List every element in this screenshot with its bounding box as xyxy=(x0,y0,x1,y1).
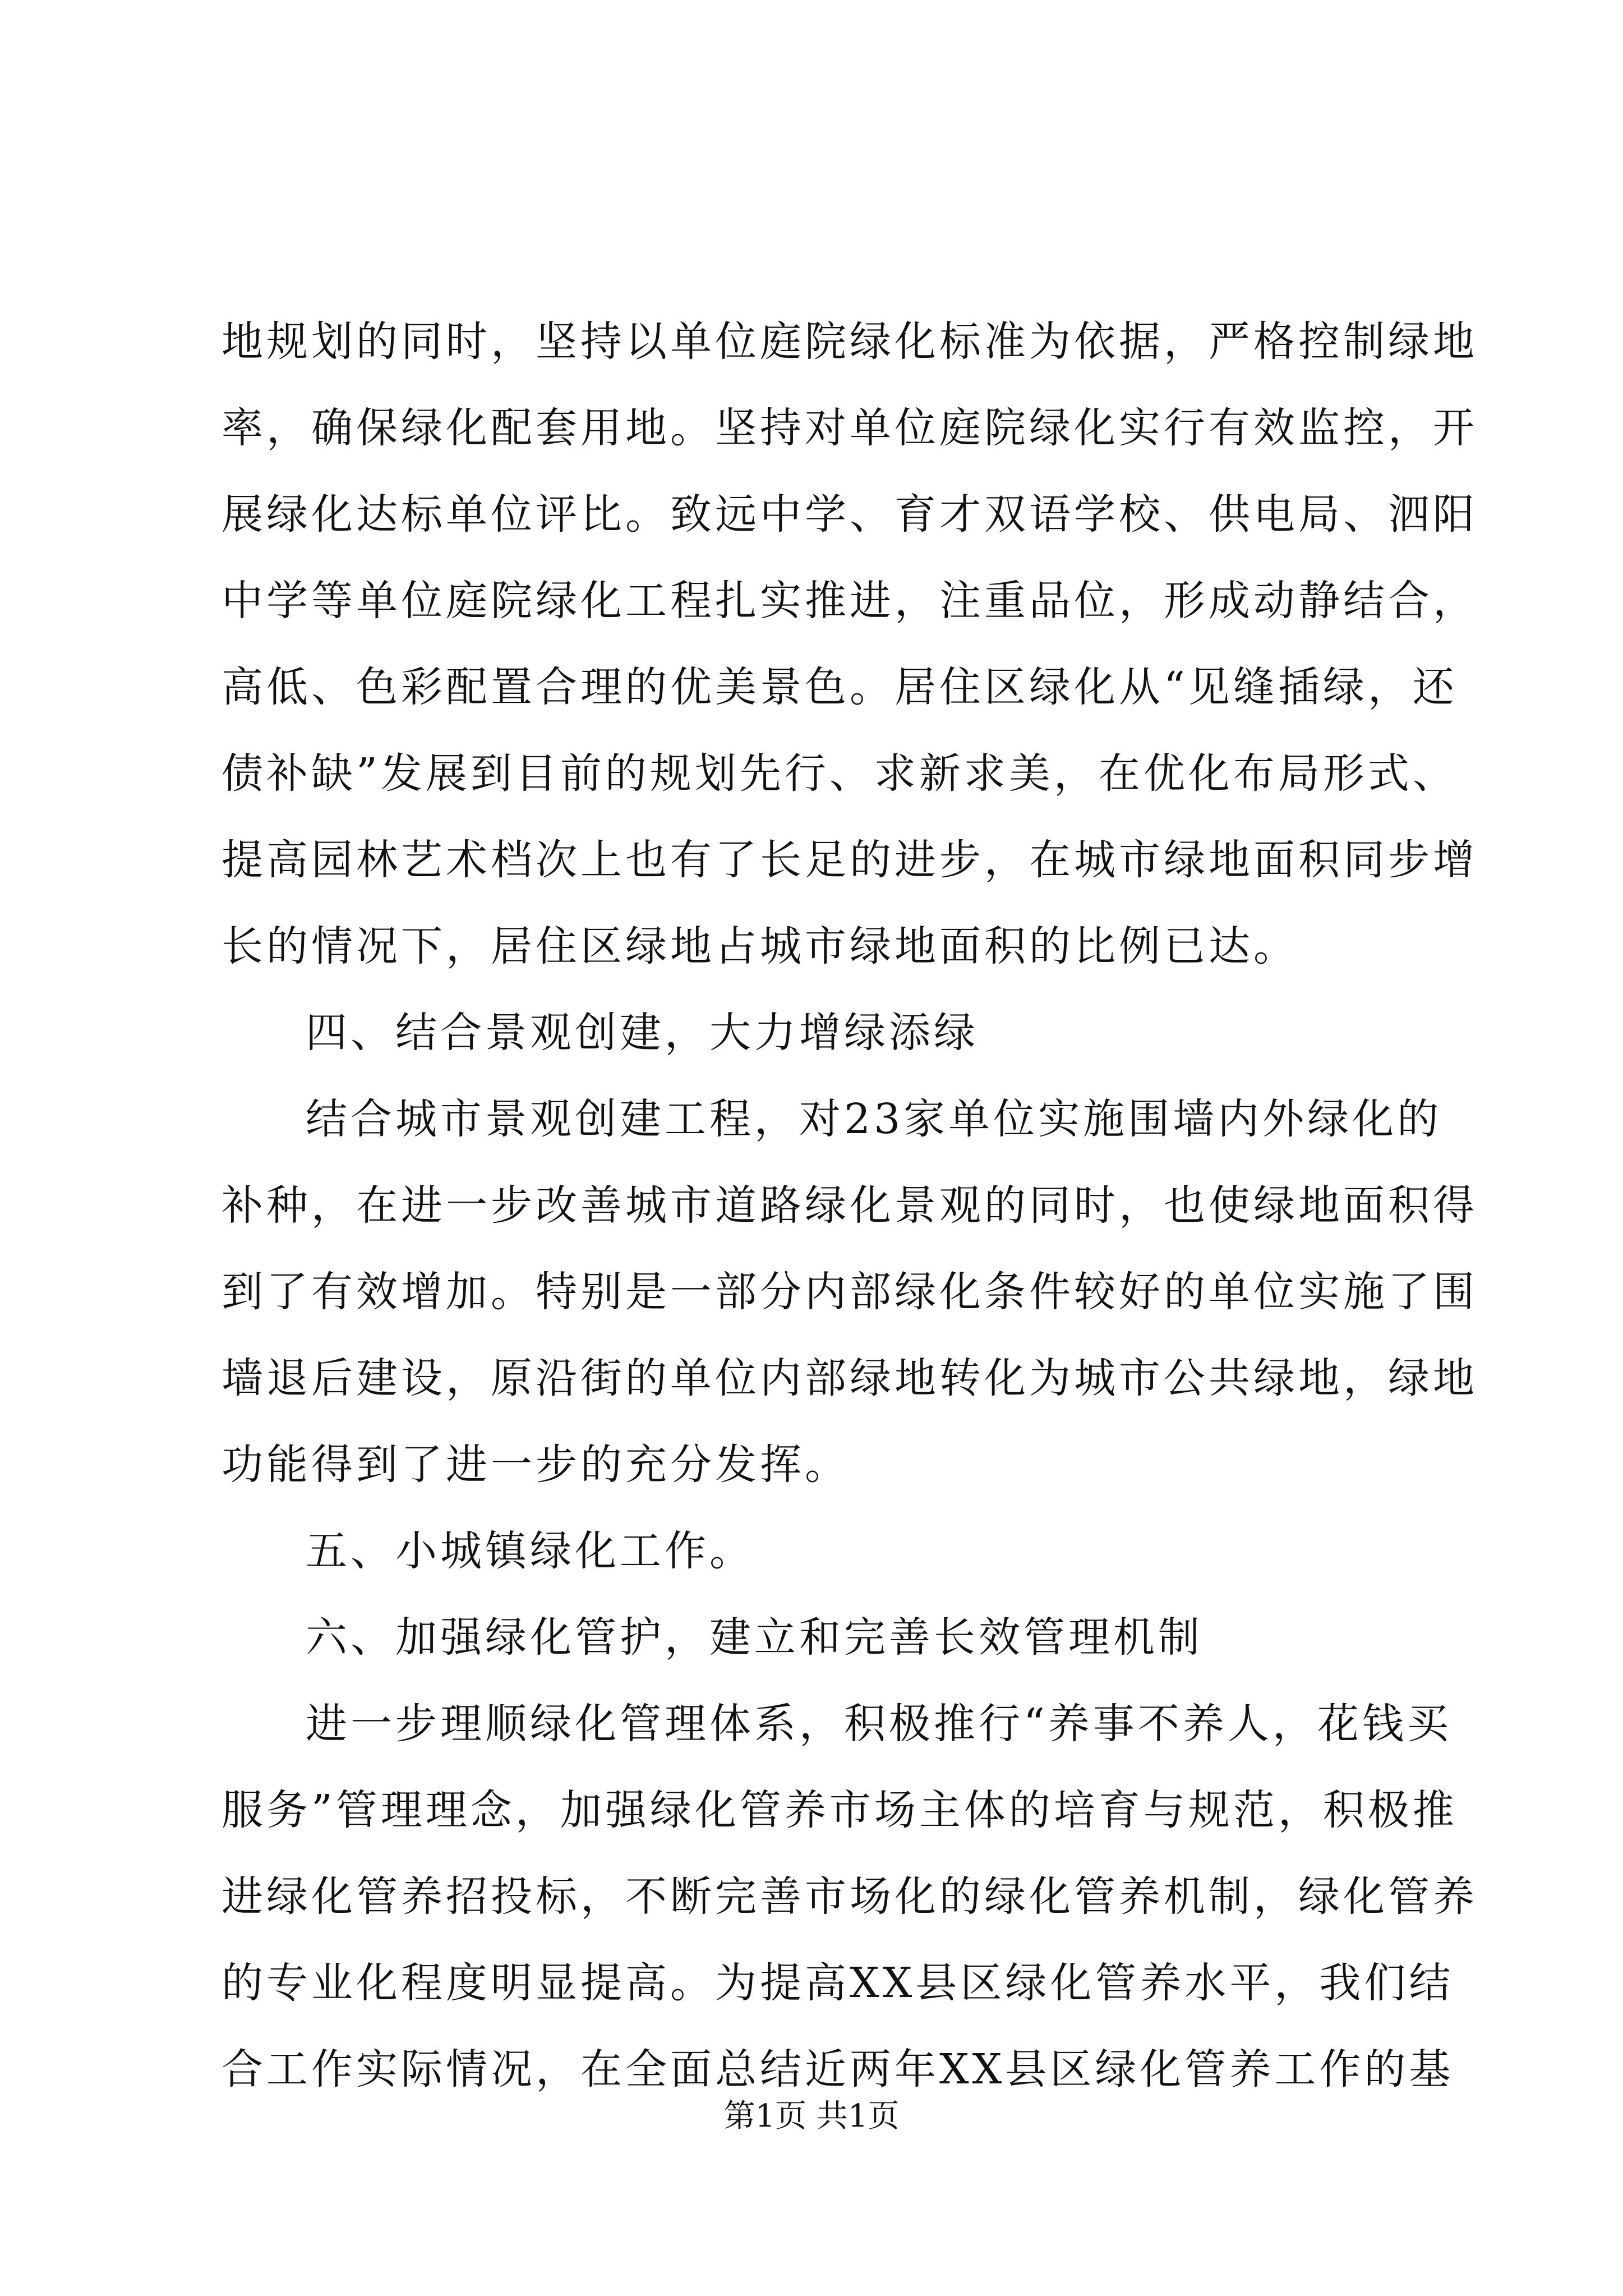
text-line: 进绿化管养招投标，不断完善市场化的绿化管养机制，绿化管养 xyxy=(222,1872,1478,1921)
text-line: 高低、色彩配置合理的优美景色。居住区绿化从“见缝插绿，还 xyxy=(222,663,1458,711)
body-text xyxy=(222,298,1478,2113)
text-line: 合工作实际情况，在全面总结近两年XX县区绿化管养工作的基 xyxy=(222,2045,1454,2093)
text-line: 长的情况下，居住区绿地占城市绿地面积的比例已达。 xyxy=(222,922,1298,970)
text-line: 提高园林艺术档次上也有了长足的进步，在城市绿地面积同步增 xyxy=(222,836,1478,884)
text-line: 地规划的同时，坚持以单位庭院绿化标准为依据，严格控制绿地 xyxy=(222,318,1478,366)
text-line: 中学等单位庭院绿化工程扎实推进，注重品位，形成动静结合， xyxy=(222,577,1478,625)
text-line: 债补缺”发展到目前的规划先行、求新求美，在优化布局形式、 xyxy=(222,749,1458,798)
text-line: 墙退后建设，原沿街的单位内部绿地转化为城市公共绿地，绿地 xyxy=(222,1354,1478,1402)
text-line: 服务”管理理念，加强绿化管养市场主体的培育与规范，积极推 xyxy=(222,1786,1458,1834)
text-line: 功能得到了进一步的充分发挥。 xyxy=(222,1441,850,1489)
text-line: 展绿化达标单位评比。致远中学、育才双语学校、供电局、泗阳 xyxy=(222,490,1478,539)
section-heading: 五、小城镇绿化工作。 xyxy=(306,1527,754,1575)
text-line: 补种，在进一步改善城市道路绿化景观的同时，也使绿地面积得 xyxy=(222,1181,1478,1230)
text-line: 率，确保绿化配套用地。坚持对单位庭院绿化实行有效监控，开 xyxy=(222,404,1478,452)
section-heading: 四、结合景观创建，大力增绿添绿 xyxy=(306,1009,979,1057)
page-footer: 第1页 共1页 xyxy=(723,2098,900,2134)
text-line: 的专业化程度明显提高。为提高XX县区绿化管养水平，我们结 xyxy=(222,1959,1454,2007)
text-line: 结合城市景观创建工程，对23家单位实施围墙内外绿化的 xyxy=(306,1095,1442,1143)
text-line: 到了有效增加。特别是一部分内部绿化条件较好的单位实施了围 xyxy=(222,1268,1478,1316)
section-heading: 六、加强绿化管护，建立和完善长效管理机制 xyxy=(306,1613,1203,1662)
text-line: 进一步理顺绿化管理体系，积极推行“养事不养人，花钱买 xyxy=(306,1700,1452,1748)
